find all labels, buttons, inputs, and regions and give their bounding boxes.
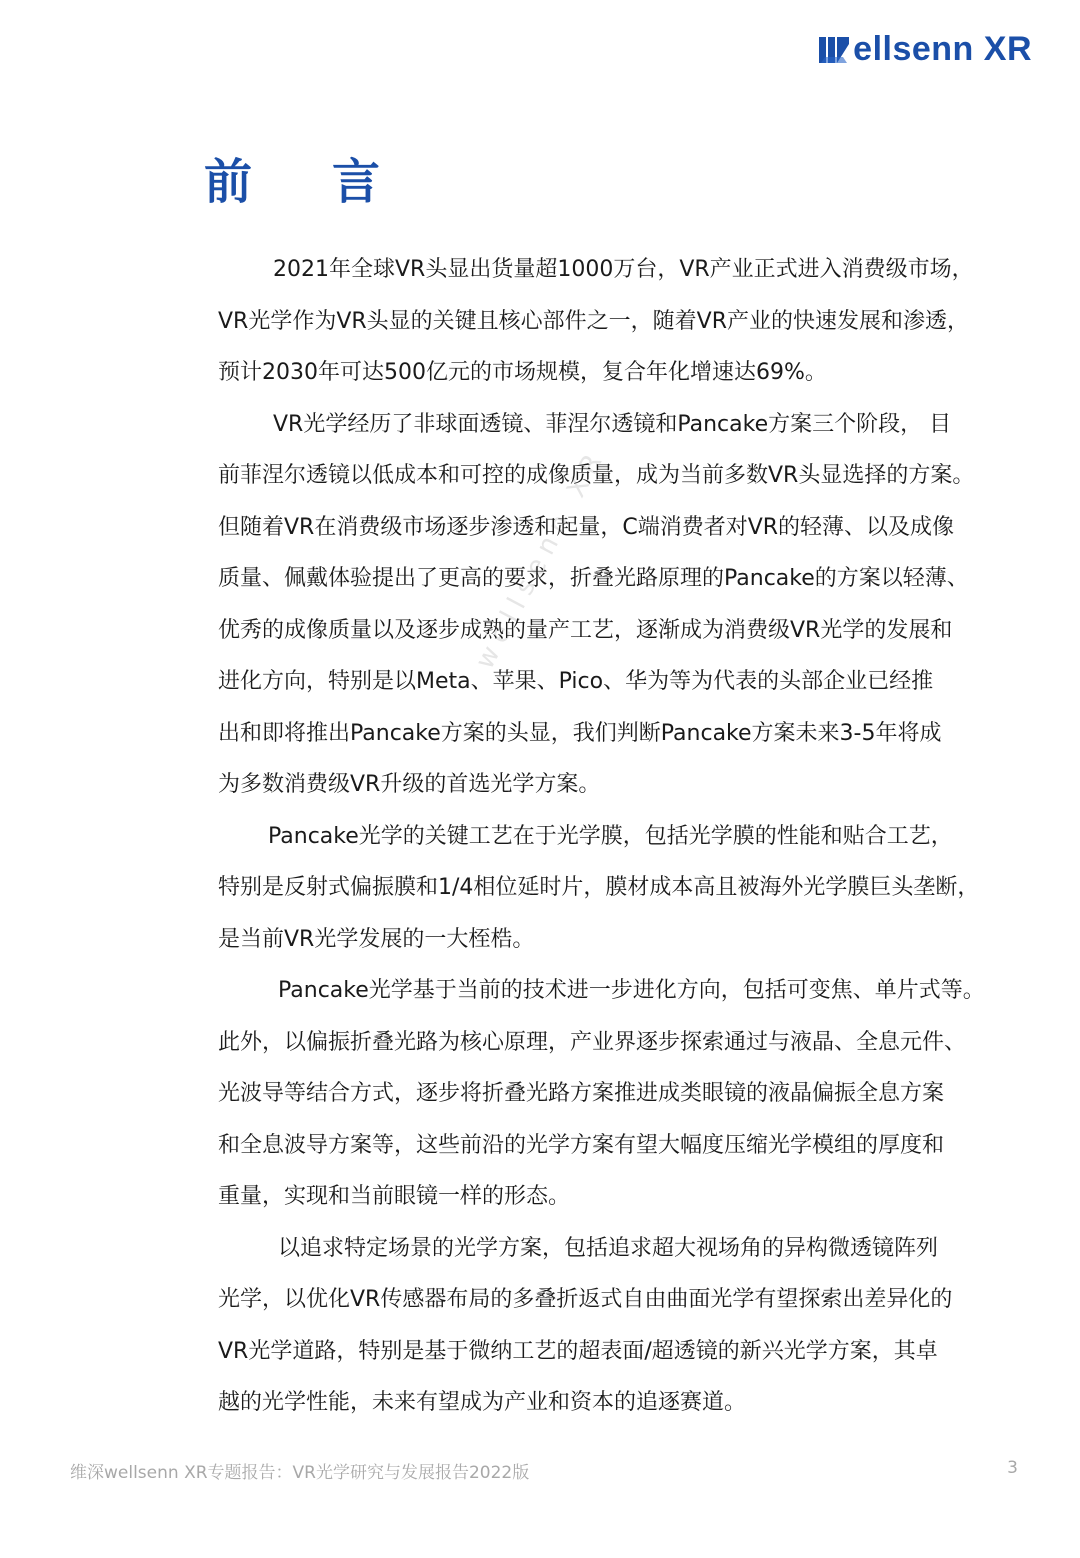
paragraph-line: VR光学作为VR头显的关键且核心部件之一，随着VR产业的快速发展和渗透， (218, 308, 970, 334)
paragraph-line: 光波导等结合方式，逐步将折叠光路方案推进成类眼镜的液晶偏振全息方案 (218, 1081, 945, 1106)
paragraph-line: 是当前VR光学发展的一大桎梏。 (218, 926, 535, 952)
brand-logo (819, 30, 1032, 69)
page-number: 3 (1007, 1458, 1018, 1478)
footer-report-title: 维深wellsenn XR专题报告：VR光学研究与发展报告2022版 (70, 1463, 530, 1483)
paragraph-line: Pancake光学基于当前的技术进一步进化方向，包括可变焦、单片式等。 (278, 978, 985, 1003)
paragraph-line: 出和即将推出Pancake方案的头显，我们判断Pancake方案未来3-5年将成 (218, 720, 942, 746)
brand-wordmark: ellsenn XR (853, 30, 1032, 68)
paragraph-4 (218, 965, 1038, 1223)
watermark: wellsenn XR (470, 442, 613, 675)
paragraph-line: 以追求特定场景的光学方案，包括追求超大视场角的异构微透镜阵列 (278, 1235, 939, 1261)
paragraph-2 (218, 399, 1038, 811)
paragraph-line: VR光学经历了非球面透镜、菲涅尔透镜和Pancake方案三个阶段， 目 (273, 411, 952, 437)
paragraph-5 (218, 1223, 1038, 1429)
page-title: 前言 (204, 154, 461, 210)
paragraph-line: 2021年全球VR头显出货量超1000万台，VR产业正式进入消费级市场， (273, 257, 974, 282)
paragraph-line: 此外，以偏振折叠光路为核心原理，产业界逐步探索通过与液晶、全息元件、 (218, 1029, 967, 1055)
paragraph-line: 重量，实现和当前眼镜一样的形态。 (218, 1184, 571, 1209)
wellsenn-logo-icon (819, 35, 849, 65)
paragraph-line: 和全息波导方案等，这些前沿的光学方案有望大幅度压缩光学模组的厚度和 (218, 1132, 945, 1158)
paragraph-line: 光学，以优化VR传感器布局的多叠折返式自由曲面光学有望探索出差异化的 (218, 1287, 953, 1312)
paragraph-line: 特别是反射式偏振膜和1/4相位延时片，膜材成本高且被海外光学膜巨头垄断， (218, 875, 980, 900)
paragraph-line: 预计2030年可达500亿元的市场规模，复合年化增速达69%。 (218, 360, 827, 385)
paragraph-line: 质量、佩戴体验提出了更高的要求，折叠光路原理的Pancake的方案以轻薄、 (218, 566, 969, 591)
paragraph-line: 进化方向，特别是以Meta、苹果、Pico、华为等为代表的头部企业已经推 (218, 669, 934, 694)
paragraph-line: 前菲涅尔透镜以低成本和可控的成像质量，成为当前多数VR头显选择的方案。 (218, 463, 975, 488)
body-content (218, 244, 1038, 1429)
paragraph-line: 但随着VR在消费级市场逐步渗透和起量，C端消费者对VR的轻薄、以及成像 (218, 514, 955, 540)
paragraph-3 (218, 811, 1038, 966)
paragraph-line: 越的光学性能，未来有望成为产业和资本的追逐赛道。 (218, 1390, 747, 1415)
paragraph-line: VR光学道路，特别是基于微纳工艺的超表面/超透镜的新兴光学方案，其卓 (218, 1338, 938, 1364)
paragraph-line: 优秀的成像质量以及逐步成熟的量产工艺，逐渐成为消费级VR光学的发展和 (218, 617, 953, 643)
paragraph-line: Pancake光学的关键工艺在于光学膜，包括光学膜的性能和贴合工艺， (268, 823, 953, 849)
paragraph-1 (218, 244, 1038, 399)
paragraph-line: 为多数消费级VR升级的首选光学方案。 (218, 772, 601, 797)
